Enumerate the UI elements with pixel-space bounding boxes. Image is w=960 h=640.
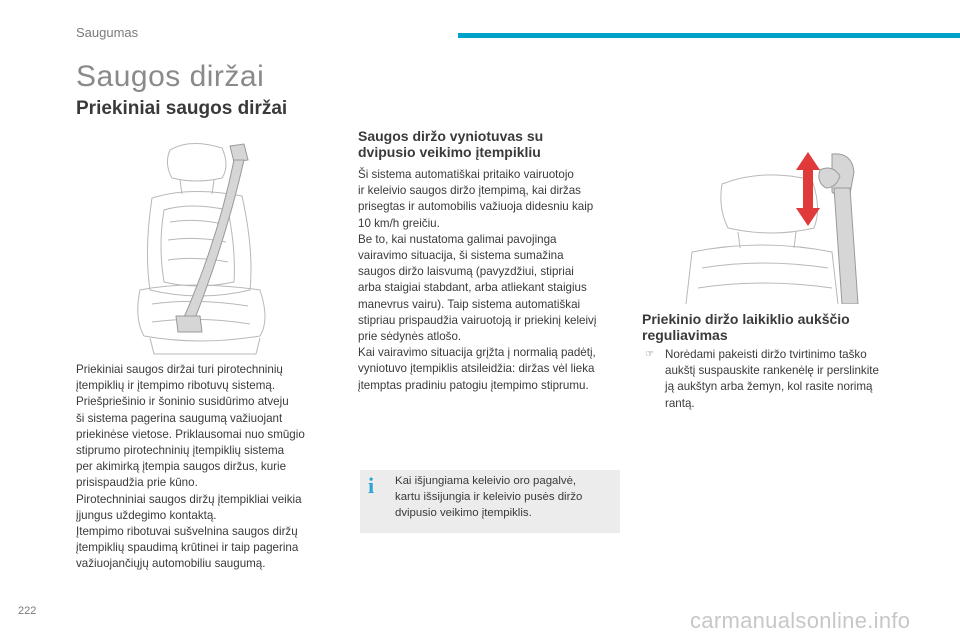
- info-icon: i: [367, 473, 375, 498]
- left-paragraph: Priekiniai saugos diržai turi pirotechninių įtempiklių ir įtempimo ribotuvų sistemą. Priešpriešinio ir šoninio susidūrimo atveju ši sistema pagerina saugumą važiuojant priekinėse vietose. Priklausomai nuo smūgio stiprumo pirotechninių įtempiklių sistema per akimirką įtempia saugos diržus, kurie prisispaudžia prie kūno. Pirotechniniai saugos diržų įtempikliai veikia įjungus uždegimo kontaktą. Įtempimo ribotuvai sušvelnina saugos diržų įtempiklių spaudimą krūtinei ir taip pagerina važiuojančiųjų automobiliu saugumą.: [76, 363, 305, 571]
- adjuster-instruction: Norėdami pakeisti diržo tvirtinimo taško aukštį suspauskite rankenėlę ir perslinkite ją aukštyn arba žemyn, kol rasite norimą rantą.: [665, 348, 879, 410]
- section-label: Saugumas: [76, 25, 139, 40]
- header-accent-bar: [458, 33, 960, 38]
- retractor-heading: Saugos diržo vyniotuvas su dvipusio veikimo įtempikliu: [358, 128, 544, 160]
- page-subtitle: Priekiniai saugos diržai: [76, 98, 288, 119]
- retractor-paragraph: Ši sistema automatiškai pritaiko vairuotojo ir keleivio saugos diržo įtempimą, kai diržas prisegtas ir automobilis važiuoja didesniu kaip 10 km/h greičiu. Be to, kai nustatoma galimai pavojinga vairavimo situacija, ši sistema sumažina saugos diržo laisvumą (pavyzdžiui, stipriai arba staigiai stabdant, arba atliekant staigius manevrus vairu). Taip sistema automatiškai stipriau prispaudžia vairuotoją ir priekinį keleivį prie sėdynės atlošo. Kai vairavimo situacija grįžta į normalią padėtį, vyniotuvo įtempiklis atsileidžia: diržas vėl lieka įtemptas pradiniu patogiu įtempimo stiprumu.: [358, 168, 597, 392]
- arrow-bullet-icon: ☞: [645, 349, 654, 360]
- page-title: Saugos diržai: [76, 60, 265, 93]
- height-adjuster-illustration: [682, 148, 878, 304]
- adjuster-heading: Priekinio diržo laikiklio aukščio reguliavimas: [642, 311, 850, 343]
- watermark: carmanualsonline.info: [690, 608, 911, 633]
- page-number: 222: [18, 605, 37, 617]
- seat-belt-illustration: [130, 140, 290, 358]
- info-box-text: Kai išjungiama keleivio oro pagalvė, kartu išsijungia ir keleivio pusės diržo dvipusio veikimo įtempiklis.: [395, 475, 583, 519]
